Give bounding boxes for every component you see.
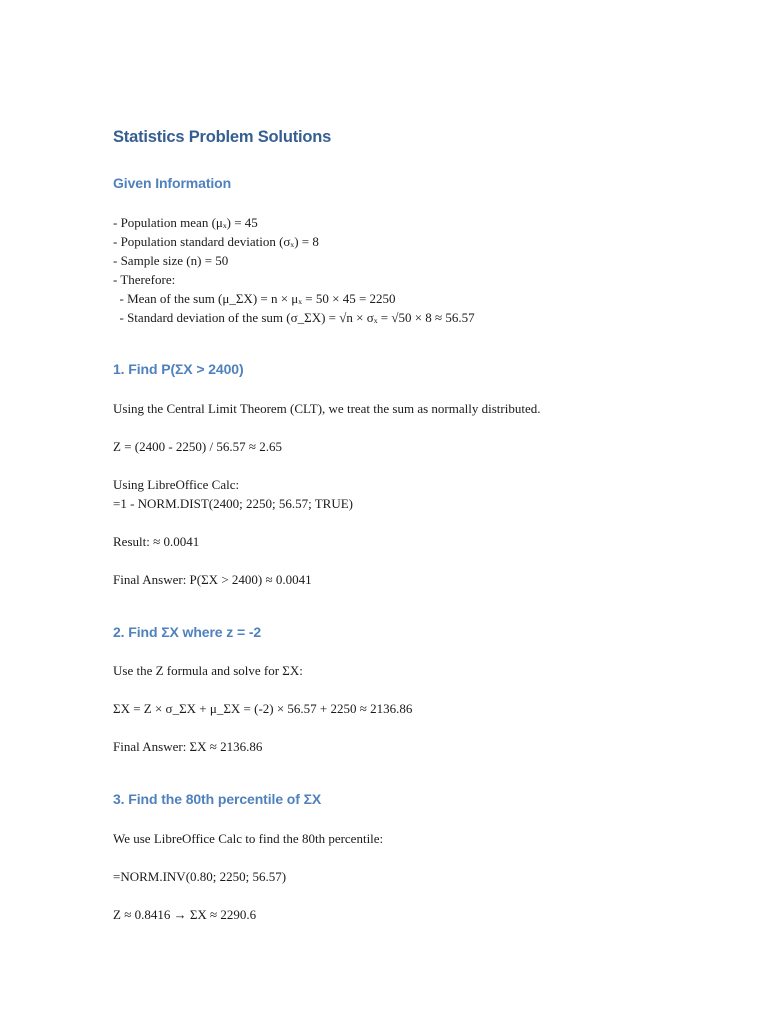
section3-formula: =NORM.INV(0.80; 2250; 56.57): [113, 869, 287, 884]
section2-intro: Use the Z formula and solve for ΣX:: [113, 663, 303, 678]
section2-final-answer: Final Answer: ΣX ≈ 2136.86: [113, 739, 263, 754]
heading-section-2: 2. Find ΣX where z = -2: [113, 624, 262, 640]
given-line: - Population standard deviation (σₓ) = 8: [113, 234, 319, 249]
section1-clt-text: Using the Central Limit Theorem (CLT), we treat the sum as normally distributed.: [113, 401, 541, 416]
given-line: - Therefore:: [113, 272, 176, 287]
section1-calc-label: Using LibreOffice Calc:: [113, 477, 240, 492]
section1-formula: =1 - NORM.DIST(2400; 2250; 56.57; TRUE): [113, 496, 354, 511]
heading-given-information: Given Information: [113, 175, 232, 191]
section3-intro: We use LibreOffice Calc to find the 80th percentile:: [113, 831, 384, 846]
document-title: Statistics Problem Solutions: [113, 128, 332, 146]
section1-z-score: Z = (2400 - 2250) / 56.57 ≈ 2.65: [113, 439, 283, 454]
given-line: - Sample size (n) = 50: [113, 253, 229, 268]
section3-result: Z ≈ 0.8416 → ΣX ≈ 2290.6: [113, 907, 257, 922]
section1-final-answer: Final Answer: P(ΣX > 2400) ≈ 0.0041: [113, 572, 312, 587]
document-content: [113, 124, 673, 924]
heading-section-3: 3. Find the 80th percentile of ΣX: [113, 791, 322, 807]
given-line: - Standard deviation of the sum (σ_ΣX) = √n × σₓ = √50 × 8 ≈ 56.57: [113, 310, 475, 325]
section1-result: Result: ≈ 0.0041: [113, 534, 200, 549]
given-line: - Mean of the sum (μ_ΣX) = n × μₓ = 50 × 45 = 2250: [113, 291, 396, 306]
given-line: - Population mean (μₓ) = 45: [113, 215, 258, 230]
heading-section-1: 1. Find P(ΣX > 2400): [113, 361, 244, 377]
section2-equation: ΣX = Z × σ_ΣX + μ_ΣX = (-2) × 56.57 + 2250 ≈ 2136.86: [113, 701, 413, 716]
